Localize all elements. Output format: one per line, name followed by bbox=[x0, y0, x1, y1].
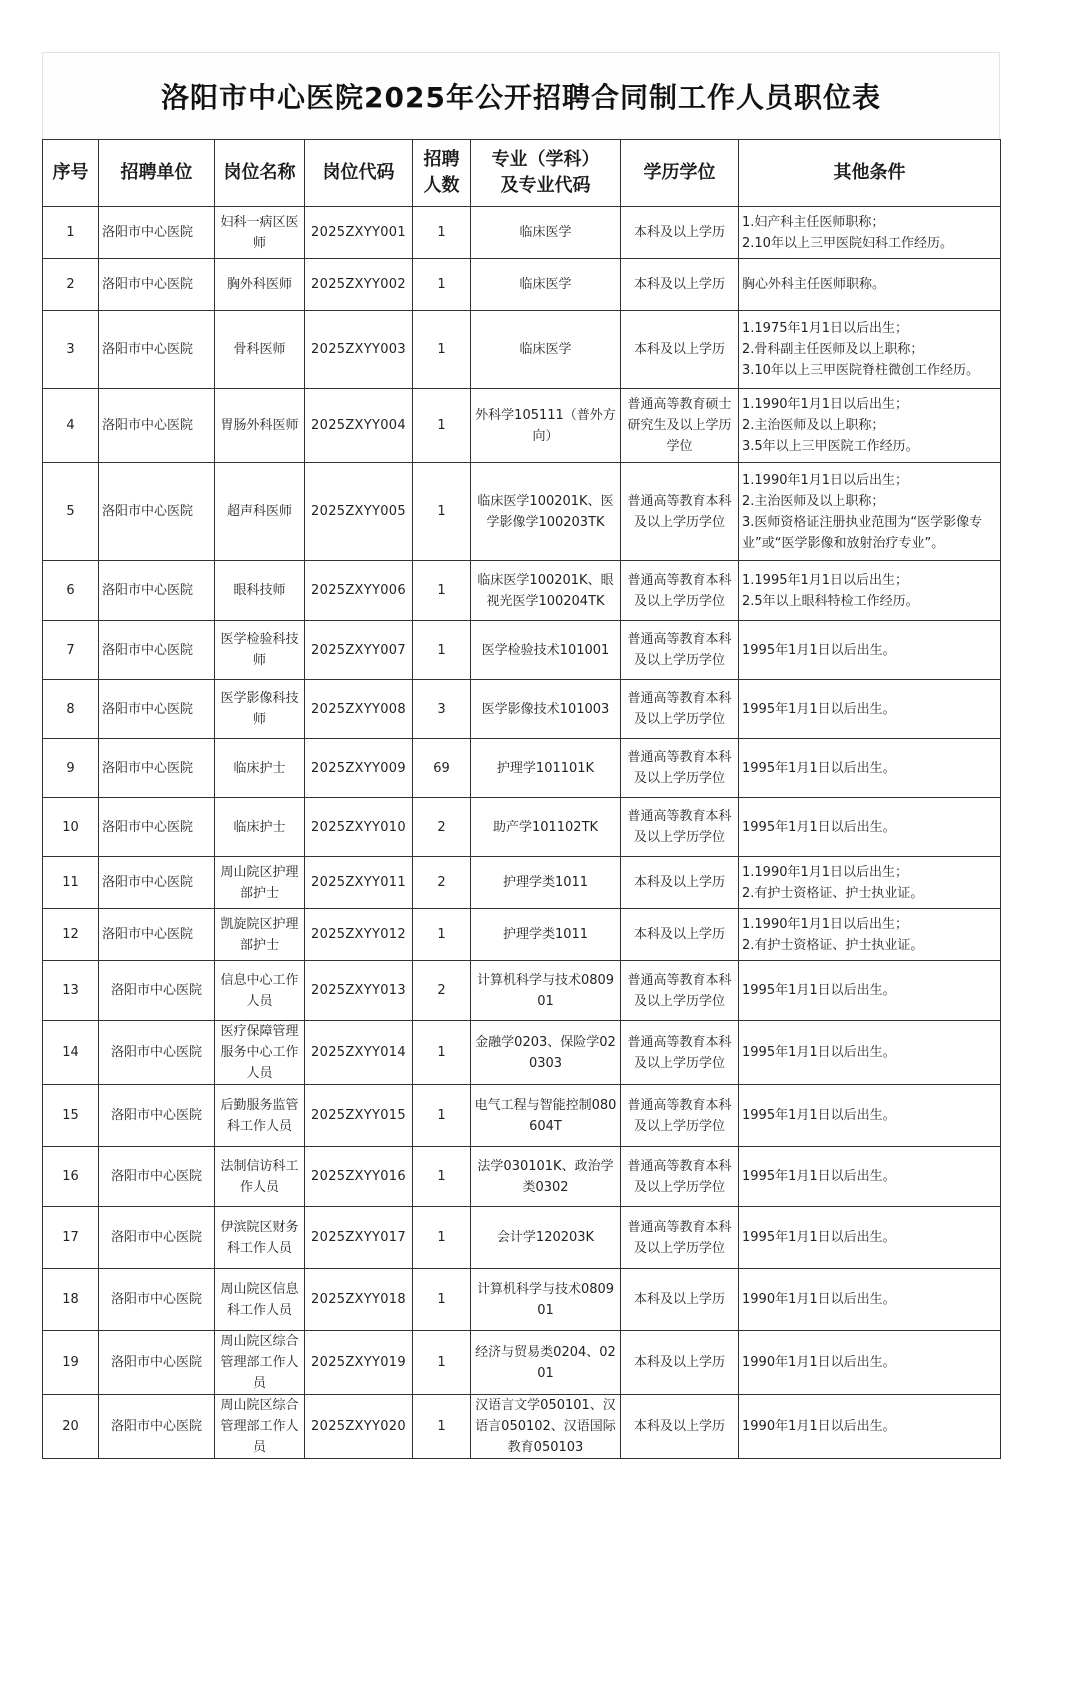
cell-post: 周山院区护理部护士 bbox=[215, 857, 305, 909]
cell-no: 16 bbox=[43, 1147, 99, 1207]
cell-count: 1 bbox=[413, 389, 471, 463]
header-code: 岗位代码 bbox=[305, 140, 413, 207]
cell-unit: 洛阳市中心医院 bbox=[99, 1021, 215, 1085]
cell-edu: 本科及以上学历 bbox=[621, 909, 739, 961]
cell-unit: 洛阳市中心医院 bbox=[99, 739, 215, 798]
cell-post: 医学影像科技师 bbox=[215, 680, 305, 739]
cell-code: 2025ZXYY002 bbox=[305, 259, 413, 311]
cell-code: 2025ZXYY006 bbox=[305, 561, 413, 621]
cell-post: 临床护士 bbox=[215, 798, 305, 857]
cell-major: 金融学0203、保险学020303 bbox=[471, 1021, 621, 1085]
cell-edu: 普通高等教育本科及以上学历学位 bbox=[621, 961, 739, 1021]
cell-no: 13 bbox=[43, 961, 99, 1021]
cell-unit: 洛阳市中心医院 bbox=[99, 961, 215, 1021]
cell-other: 1990年1月1日以后出生。 bbox=[739, 1395, 1001, 1459]
cell-major: 电气工程与智能控制080604T bbox=[471, 1085, 621, 1147]
cell-post: 眼科技师 bbox=[215, 561, 305, 621]
cell-other: 1995年1月1日以后出生。 bbox=[739, 1021, 1001, 1085]
cell-other: 1995年1月1日以后出生。 bbox=[739, 1147, 1001, 1207]
cell-post: 周山院区综合管理部工作人员 bbox=[215, 1331, 305, 1395]
header-unit: 招聘单位 bbox=[99, 140, 215, 207]
cell-major: 护理学101101K bbox=[471, 739, 621, 798]
cell-unit: 洛阳市中心医院 bbox=[99, 1395, 215, 1459]
table-row bbox=[43, 207, 1001, 259]
cell-post: 周山院区信息科工作人员 bbox=[215, 1269, 305, 1331]
cell-major: 临床医学 bbox=[471, 311, 621, 389]
cell-major: 计算机科学与技术080901 bbox=[471, 961, 621, 1021]
cell-post: 凯旋院区护理部护士 bbox=[215, 909, 305, 961]
cell-count: 1 bbox=[413, 621, 471, 680]
cell-other: 1.1990年1月1日以后出生； 2.主治医师及以上职称； 3.医师资格证注册执业范围为“医学影像专业”或“医学影像和放射治疗专业”。 bbox=[739, 463, 1001, 561]
cell-other: 1990年1月1日以后出生。 bbox=[739, 1269, 1001, 1331]
cell-post: 后勤服务监管科工作人员 bbox=[215, 1085, 305, 1147]
cell-code: 2025ZXYY018 bbox=[305, 1269, 413, 1331]
cell-other: 1.1995年1月1日以后出生； 2.5年以上眼科特检工作经历。 bbox=[739, 561, 1001, 621]
cell-other: 1995年1月1日以后出生。 bbox=[739, 1207, 1001, 1269]
cell-unit: 洛阳市中心医院 bbox=[99, 1147, 215, 1207]
cell-count: 2 bbox=[413, 857, 471, 909]
cell-post: 胸外科医师 bbox=[215, 259, 305, 311]
cell-no: 19 bbox=[43, 1331, 99, 1395]
cell-count: 1 bbox=[413, 909, 471, 961]
cell-unit: 洛阳市中心医院 bbox=[99, 1085, 215, 1147]
cell-code: 2025ZXYY008 bbox=[305, 680, 413, 739]
cell-no: 8 bbox=[43, 680, 99, 739]
cell-count: 1 bbox=[413, 1147, 471, 1207]
cell-major: 会计学120203K bbox=[471, 1207, 621, 1269]
cell-post: 伊滨院区财务科工作人员 bbox=[215, 1207, 305, 1269]
cell-other: 1.妇产科主任医师职称； 2.10年以上三甲医院妇科工作经历。 bbox=[739, 207, 1001, 259]
cell-count: 1 bbox=[413, 561, 471, 621]
table-row bbox=[43, 1147, 1001, 1207]
table-row bbox=[43, 1395, 1001, 1459]
table-row bbox=[43, 680, 1001, 739]
cell-code: 2025ZXYY011 bbox=[305, 857, 413, 909]
cell-post: 周山院区综合管理部工作人员 bbox=[215, 1395, 305, 1459]
cell-code: 2025ZXYY013 bbox=[305, 961, 413, 1021]
cell-code: 2025ZXYY015 bbox=[305, 1085, 413, 1147]
cell-major: 经济与贸易类0204、0201 bbox=[471, 1331, 621, 1395]
cell-edu: 普通高等教育本科及以上学历学位 bbox=[621, 680, 739, 739]
cell-major: 汉语言文学050101、汉语言050102、汉语国际教育050103 bbox=[471, 1395, 621, 1459]
cell-count: 1 bbox=[413, 1269, 471, 1331]
cell-other: 1.1990年1月1日以后出生； 2.有护士资格证、护士执业证。 bbox=[739, 857, 1001, 909]
cell-unit: 洛阳市中心医院 bbox=[99, 389, 215, 463]
cell-major: 外科学105111（普外方向） bbox=[471, 389, 621, 463]
cell-post: 临床护士 bbox=[215, 739, 305, 798]
table-header-row bbox=[43, 140, 1001, 207]
cell-edu: 普通高等教育本科及以上学历学位 bbox=[621, 561, 739, 621]
table-row bbox=[43, 1207, 1001, 1269]
cell-major: 法学030101K、政治学类0302 bbox=[471, 1147, 621, 1207]
cell-other: 1.1990年1月1日以后出生； 2.主治医师及以上职称； 3.5年以上三甲医院工作经历。 bbox=[739, 389, 1001, 463]
cell-count: 2 bbox=[413, 961, 471, 1021]
title-box bbox=[42, 52, 1000, 139]
cell-post: 医疗保障管理服务中心工作人员 bbox=[215, 1021, 305, 1085]
cell-code: 2025ZXYY005 bbox=[305, 463, 413, 561]
cell-other: 1995年1月1日以后出生。 bbox=[739, 739, 1001, 798]
table-row bbox=[43, 259, 1001, 311]
cell-code: 2025ZXYY004 bbox=[305, 389, 413, 463]
cell-other: 胸心外科主任医师职称。 bbox=[739, 259, 1001, 311]
cell-post: 医学检验科技师 bbox=[215, 621, 305, 680]
cell-other: 1990年1月1日以后出生。 bbox=[739, 1331, 1001, 1395]
table-row bbox=[43, 389, 1001, 463]
header-other: 其他条件 bbox=[739, 140, 1001, 207]
cell-edu: 普通高等教育本科及以上学历学位 bbox=[621, 1207, 739, 1269]
cell-edu: 普通高等教育本科及以上学历学位 bbox=[621, 621, 739, 680]
header-post: 岗位名称 bbox=[215, 140, 305, 207]
table-row bbox=[43, 621, 1001, 680]
cell-post: 妇科一病区医师 bbox=[215, 207, 305, 259]
positions-table bbox=[42, 139, 1001, 1459]
cell-count: 1 bbox=[413, 1331, 471, 1395]
cell-post: 超声科医师 bbox=[215, 463, 305, 561]
cell-count: 1 bbox=[413, 463, 471, 561]
cell-code: 2025ZXYY007 bbox=[305, 621, 413, 680]
cell-edu: 普通高等教育本科及以上学历学位 bbox=[621, 739, 739, 798]
cell-unit: 洛阳市中心医院 bbox=[99, 561, 215, 621]
cell-major: 临床医学100201K、眼视光医学100204TK bbox=[471, 561, 621, 621]
table-row bbox=[43, 1085, 1001, 1147]
cell-count: 1 bbox=[413, 311, 471, 389]
cell-post: 法制信访科工作人员 bbox=[215, 1147, 305, 1207]
cell-edu: 本科及以上学历 bbox=[621, 1331, 739, 1395]
cell-count: 1 bbox=[413, 259, 471, 311]
cell-code: 2025ZXYY016 bbox=[305, 1147, 413, 1207]
cell-count: 2 bbox=[413, 798, 471, 857]
header-count: 招聘人数 bbox=[413, 140, 471, 207]
cell-major: 助产学101102TK bbox=[471, 798, 621, 857]
table-row bbox=[43, 1021, 1001, 1085]
table-row bbox=[43, 739, 1001, 798]
cell-no: 17 bbox=[43, 1207, 99, 1269]
cell-no: 7 bbox=[43, 621, 99, 680]
cell-code: 2025ZXYY019 bbox=[305, 1331, 413, 1395]
cell-edu: 本科及以上学历 bbox=[621, 259, 739, 311]
cell-post: 胃肠外科医师 bbox=[215, 389, 305, 463]
cell-post: 信息中心工作人员 bbox=[215, 961, 305, 1021]
cell-edu: 普通高等教育本科及以上学历学位 bbox=[621, 1021, 739, 1085]
cell-code: 2025ZXYY003 bbox=[305, 311, 413, 389]
cell-edu: 本科及以上学历 bbox=[621, 1269, 739, 1331]
cell-code: 2025ZXYY017 bbox=[305, 1207, 413, 1269]
cell-post: 骨科医师 bbox=[215, 311, 305, 389]
cell-no: 2 bbox=[43, 259, 99, 311]
cell-edu: 本科及以上学历 bbox=[621, 207, 739, 259]
cell-major: 临床医学100201K、医学影像学100203TK bbox=[471, 463, 621, 561]
cell-edu: 本科及以上学历 bbox=[621, 1395, 739, 1459]
cell-unit: 洛阳市中心医院 bbox=[99, 621, 215, 680]
cell-edu: 普通高等教育本科及以上学历学位 bbox=[621, 1147, 739, 1207]
cell-unit: 洛阳市中心医院 bbox=[99, 207, 215, 259]
cell-count: 3 bbox=[413, 680, 471, 739]
cell-count: 1 bbox=[413, 1395, 471, 1459]
header-no: 序号 bbox=[43, 140, 99, 207]
cell-no: 9 bbox=[43, 739, 99, 798]
cell-other: 1995年1月1日以后出生。 bbox=[739, 798, 1001, 857]
cell-edu: 本科及以上学历 bbox=[621, 857, 739, 909]
cell-no: 11 bbox=[43, 857, 99, 909]
table-row bbox=[43, 311, 1001, 389]
cell-no: 5 bbox=[43, 463, 99, 561]
cell-code: 2025ZXYY012 bbox=[305, 909, 413, 961]
cell-no: 4 bbox=[43, 389, 99, 463]
cell-other: 1995年1月1日以后出生。 bbox=[739, 961, 1001, 1021]
table-row bbox=[43, 857, 1001, 909]
cell-major: 医学检验技术101001 bbox=[471, 621, 621, 680]
cell-unit: 洛阳市中心医院 bbox=[99, 259, 215, 311]
cell-major: 护理学类1011 bbox=[471, 857, 621, 909]
header-edu: 学历学位 bbox=[621, 140, 739, 207]
table-row bbox=[43, 909, 1001, 961]
cell-code: 2025ZXYY009 bbox=[305, 739, 413, 798]
cell-no: 15 bbox=[43, 1085, 99, 1147]
cell-edu: 普通高等教育硕士研究生及以上学历学位 bbox=[621, 389, 739, 463]
cell-major: 医学影像技术101003 bbox=[471, 680, 621, 739]
cell-other: 1995年1月1日以后出生。 bbox=[739, 1085, 1001, 1147]
cell-no: 3 bbox=[43, 311, 99, 389]
cell-unit: 洛阳市中心医院 bbox=[99, 909, 215, 961]
cell-no: 18 bbox=[43, 1269, 99, 1331]
cell-edu: 本科及以上学历 bbox=[621, 311, 739, 389]
cell-edu: 普通高等教育本科及以上学历学位 bbox=[621, 1085, 739, 1147]
cell-code: 2025ZXYY014 bbox=[305, 1021, 413, 1085]
cell-code: 2025ZXYY020 bbox=[305, 1395, 413, 1459]
cell-unit: 洛阳市中心医院 bbox=[99, 463, 215, 561]
cell-count: 1 bbox=[413, 1085, 471, 1147]
cell-other: 1.1975年1月1日以后出生； 2.骨科副主任医师及以上职称； 3.10年以上三甲医院脊柱微创工作经历。 bbox=[739, 311, 1001, 389]
cell-unit: 洛阳市中心医院 bbox=[99, 680, 215, 739]
table-row bbox=[43, 961, 1001, 1021]
cell-count: 1 bbox=[413, 207, 471, 259]
cell-major: 计算机科学与技术080901 bbox=[471, 1269, 621, 1331]
cell-no: 10 bbox=[43, 798, 99, 857]
cell-major: 护理学类1011 bbox=[471, 909, 621, 961]
cell-no: 6 bbox=[43, 561, 99, 621]
cell-code: 2025ZXYY010 bbox=[305, 798, 413, 857]
job-table-sheet bbox=[42, 52, 1000, 1459]
cell-code: 2025ZXYY001 bbox=[305, 207, 413, 259]
table-row bbox=[43, 1269, 1001, 1331]
cell-unit: 洛阳市中心医院 bbox=[99, 1207, 215, 1269]
cell-unit: 洛阳市中心医院 bbox=[99, 1331, 215, 1395]
table-row bbox=[43, 561, 1001, 621]
page-title: 洛阳市中心医院2025年公开招聘合同制工作人员职位表 bbox=[161, 81, 881, 114]
cell-other: 1.1990年1月1日以后出生； 2.有护士资格证、护士执业证。 bbox=[739, 909, 1001, 961]
cell-no: 1 bbox=[43, 207, 99, 259]
cell-unit: 洛阳市中心医院 bbox=[99, 857, 215, 909]
cell-edu: 普通高等教育本科及以上学历学位 bbox=[621, 463, 739, 561]
cell-unit: 洛阳市中心医院 bbox=[99, 798, 215, 857]
table-row bbox=[43, 798, 1001, 857]
cell-other: 1995年1月1日以后出生。 bbox=[739, 680, 1001, 739]
header-major: 专业（学科）及专业代码 bbox=[471, 140, 621, 207]
cell-count: 1 bbox=[413, 1207, 471, 1269]
cell-major: 临床医学 bbox=[471, 207, 621, 259]
cell-no: 12 bbox=[43, 909, 99, 961]
cell-no: 20 bbox=[43, 1395, 99, 1459]
table-row bbox=[43, 1331, 1001, 1395]
cell-no: 14 bbox=[43, 1021, 99, 1085]
cell-count: 1 bbox=[413, 1021, 471, 1085]
cell-unit: 洛阳市中心医院 bbox=[99, 311, 215, 389]
table-row bbox=[43, 463, 1001, 561]
cell-major: 临床医学 bbox=[471, 259, 621, 311]
cell-edu: 普通高等教育本科及以上学历学位 bbox=[621, 798, 739, 857]
cell-other: 1995年1月1日以后出生。 bbox=[739, 621, 1001, 680]
cell-unit: 洛阳市中心医院 bbox=[99, 1269, 215, 1331]
cell-count: 69 bbox=[413, 739, 471, 798]
